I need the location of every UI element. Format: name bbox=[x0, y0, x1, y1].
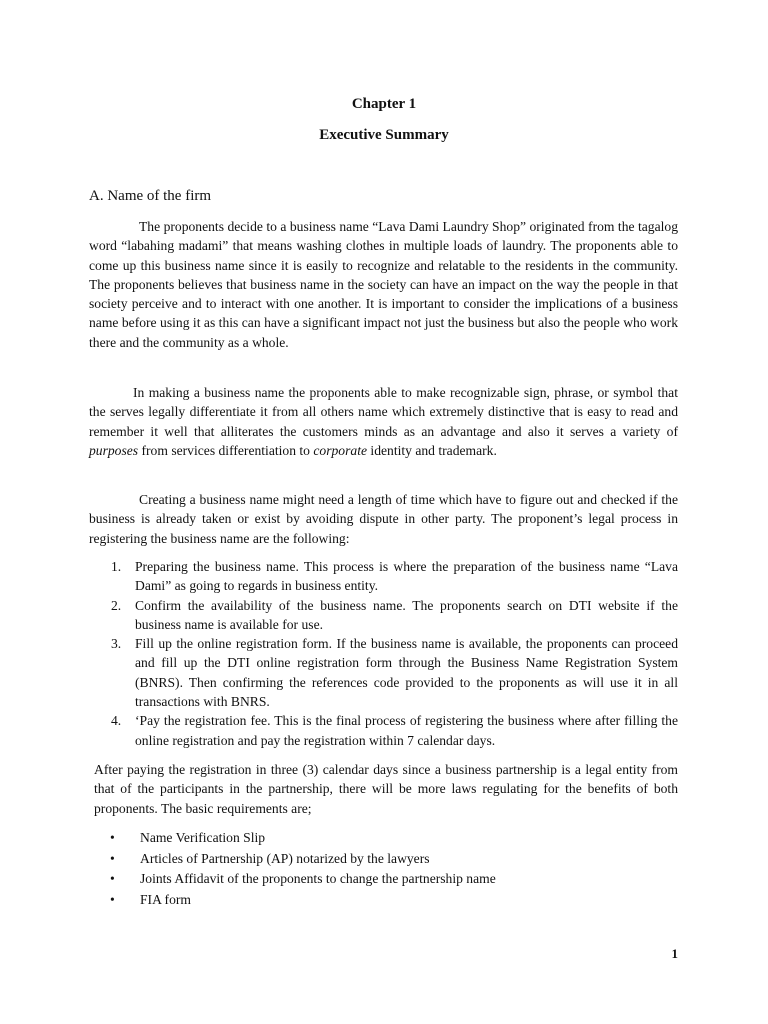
list-item-number: 4. bbox=[111, 713, 122, 729]
list-item-text: Fill up the online registration form. If the business name is available, the proponents can proceed and fill up the DTI online registration form through the Business Name Registration System (BNRS). Then confirming the references code provided to the proponents as will use it in all transactions with BNRS. bbox=[135, 636, 678, 710]
emphasis-corporate: corporate bbox=[313, 442, 368, 458]
bullet-icon: • bbox=[110, 850, 115, 866]
section-a-title: A. Name of the firm bbox=[89, 188, 212, 204]
paragraph-text: The proponents decide to a business name “Lava Dami Laundry Shop” originated from the tagalog word “labahing madami” that means washing clothes in multiple loads of laundry. The proponents able to come up this business name since it is easily to recognize and relatable to the residents in the community. The proponents believes that business name in the society can have an impact on the way the people in that society perceive and to interact with one another. It is important to consider the implications of a business name before using it as this can have a significant impact not just the business but also the people who work there and the community as a whole. bbox=[89, 219, 678, 350]
bullet-icon: • bbox=[110, 871, 115, 886]
list-item-text: Confirm the availability of the business name. The proponents search on DTI website if the business name is available for use. bbox=[135, 597, 678, 632]
executive-summary-heading: Executive Summary bbox=[319, 127, 449, 143]
list-item bbox=[110, 869, 670, 890]
emphasis-purposes: purposes bbox=[89, 442, 139, 458]
registration-steps-list bbox=[89, 557, 678, 750]
list-item bbox=[89, 634, 678, 711]
list-item-number: 1. bbox=[111, 559, 122, 574]
bullet-icon: • bbox=[110, 830, 115, 845]
paragraph-text: from services differentiation to bbox=[141, 442, 310, 458]
paragraph-legal-process bbox=[89, 490, 678, 548]
list-item bbox=[89, 711, 678, 750]
paragraph-recognizable-sign bbox=[89, 383, 678, 460]
list-item-text: Joints Affidavit of the proponents to change the partnership name bbox=[140, 871, 496, 886]
paragraph-firm-name bbox=[89, 217, 678, 352]
bullet-icon: • bbox=[110, 891, 115, 907]
list-item-number: 2. bbox=[111, 597, 122, 613]
paragraph-requirements-intro: After paying the registration in three (3) calendar days since a business partnership is a legal entity from that of the participants in the partnership, there will be more laws regulating for the benefits of both proponents. The basic requirements are; bbox=[94, 762, 678, 816]
list-item-text: Articles of Partnership (AP) notarized by the lawyers bbox=[140, 850, 430, 866]
list-item bbox=[110, 849, 670, 870]
list-item-text: ‘Pay the registration fee. This is the final process of registering the business where after filling the online registration and pay the registration within 7 calendar days. bbox=[135, 713, 678, 748]
list-item-text: Preparing the business name. This process is where the preparation of the business name “Lava Dami” as going to regards in business entity. bbox=[135, 559, 678, 594]
paragraph-text: identity and trademark. bbox=[370, 442, 497, 458]
list-item bbox=[110, 828, 670, 849]
list-item-text: FIA form bbox=[140, 891, 191, 907]
chapter-heading: Chapter 1 bbox=[351, 96, 417, 112]
list-item-number: 3. bbox=[111, 636, 122, 652]
list-item bbox=[110, 890, 670, 911]
list-item-text: Name Verification Slip bbox=[140, 830, 266, 845]
page-number: 1 bbox=[671, 946, 678, 961]
list-item bbox=[89, 596, 678, 635]
paragraph-text: In making a business name the proponents able to make recognizable sign, phrase, or symbol that the serves legally differentiate it from all others name which extremely distinctive that is easy to read and remember it well that alliterates the customers minds as an advantage and also it serves a variety of bbox=[89, 385, 678, 439]
paragraph-text: Creating a business name might need a length of time which have to figure out and checked if the business is already taken or exist by avoiding dispute in other party. The proponent’s legal process in registering the business name are the following: bbox=[89, 492, 678, 546]
requirements-list bbox=[110, 828, 670, 910]
list-item bbox=[89, 557, 678, 596]
